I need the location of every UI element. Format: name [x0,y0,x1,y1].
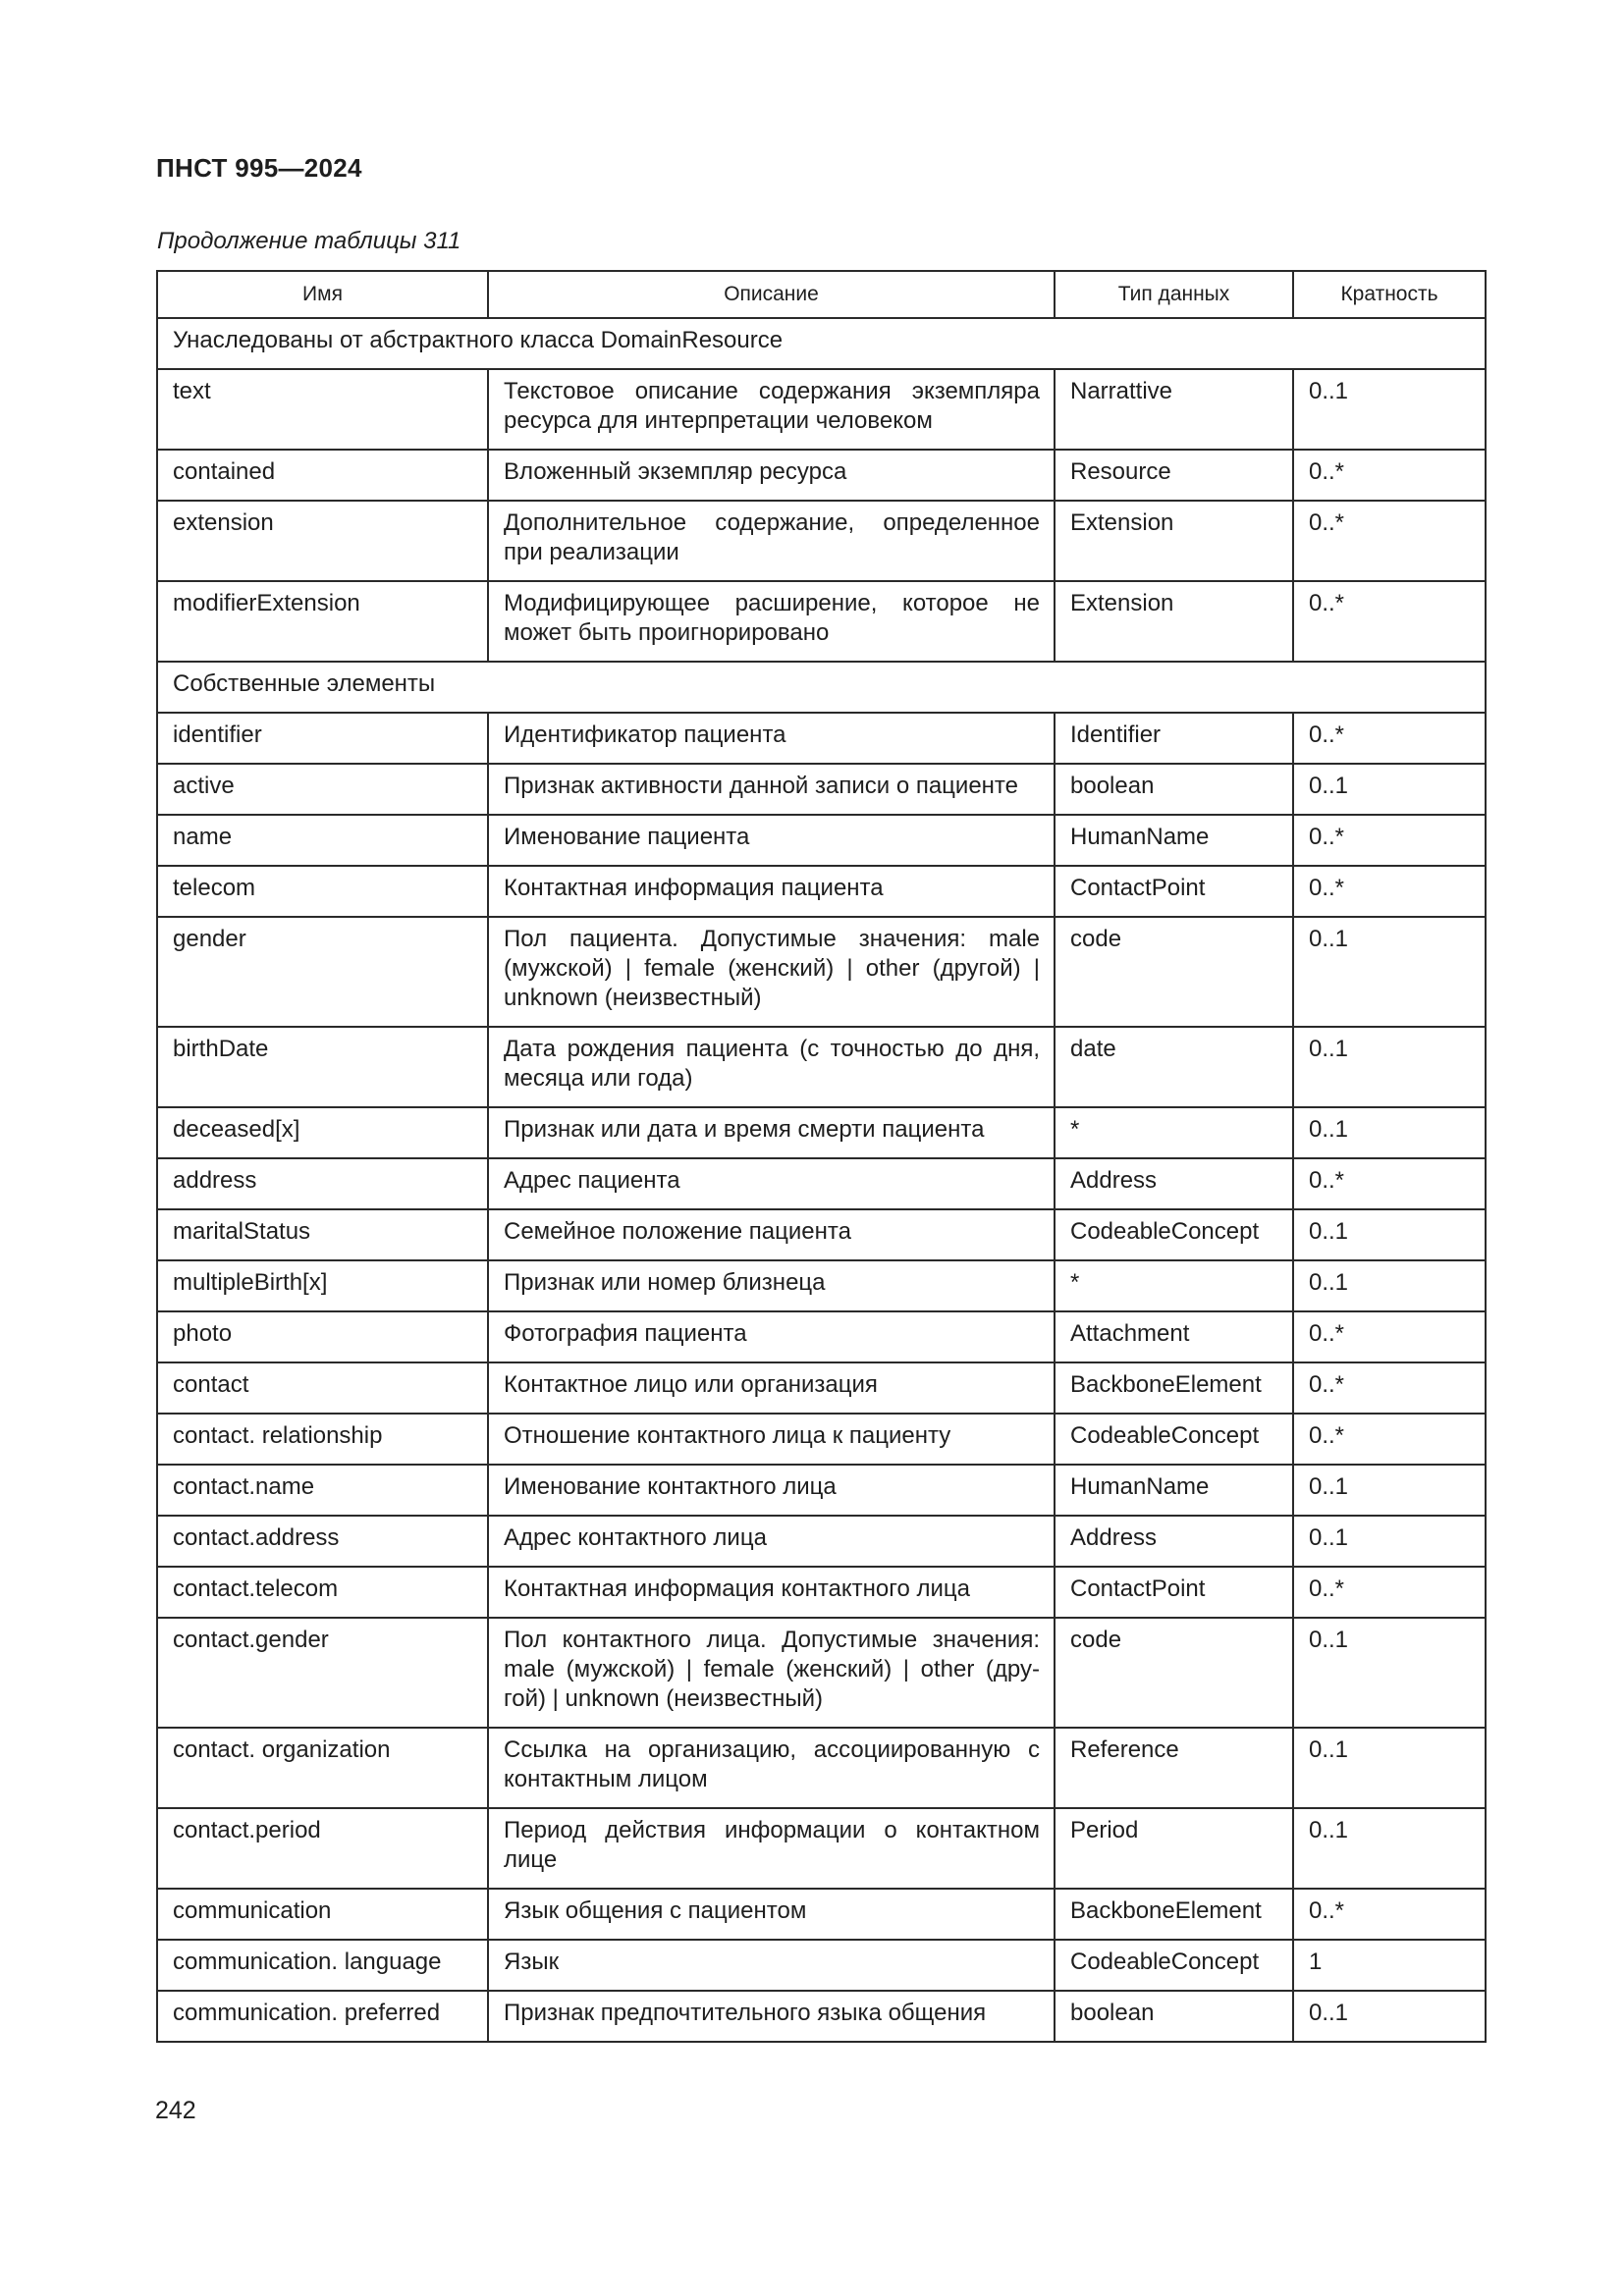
cell-name: active [157,764,488,815]
cell-description: Ссылка на организацию, ассоциированную с контактным лицом [488,1728,1055,1808]
cell-description: Контактная информация контактного лица [488,1567,1055,1618]
cell-description: Дата рождения пациента (с точностью до дня, месяца или года) [488,1027,1055,1107]
cell-cardinality: 0..* [1293,866,1486,917]
cell-type: boolean [1055,1991,1293,2042]
cell-type: boolean [1055,764,1293,815]
table-row [157,1027,1486,1107]
cell-type: Period [1055,1808,1293,1889]
cell-cardinality: 0..* [1293,1567,1486,1618]
table-row [157,1808,1486,1889]
cell-cardinality: 0..* [1293,450,1486,501]
cell-name: communication. language [157,1940,488,1991]
cell-type: Extension [1055,581,1293,662]
cell-description: Адрес пациента [488,1158,1055,1209]
page-number: 242 [155,2097,196,2124]
cell-description: Именование контактного лица [488,1465,1055,1516]
cell-type: Attachment [1055,1311,1293,1362]
cell-cardinality: 0..* [1293,1311,1486,1362]
cell-cardinality: 0..1 [1293,1728,1486,1808]
table-header [157,271,1486,318]
column-header-cardinality: Кратность [1293,271,1486,318]
cell-cardinality: 0..1 [1293,1808,1486,1889]
table-row [157,713,1486,764]
cell-name: modifierExtension [157,581,488,662]
cell-cardinality: 0..1 [1293,1618,1486,1728]
cell-name: communication [157,1889,488,1940]
cell-name: address [157,1158,488,1209]
cell-type: CodeableConcept [1055,1940,1293,1991]
table-row [157,764,1486,815]
cell-cardinality: 0..* [1293,1414,1486,1465]
cell-description: Фотография пациента [488,1311,1055,1362]
cell-name: contained [157,450,488,501]
cell-type: Extension [1055,501,1293,581]
cell-description: Признак активности данной записи о пациенте [488,764,1055,815]
table-row [157,1260,1486,1311]
table-row [157,501,1486,581]
cell-description: Признак или номер близнеца [488,1260,1055,1311]
cell-cardinality: 0..1 [1293,1991,1486,2042]
table-row [157,1311,1486,1362]
cell-cardinality: 0..* [1293,1158,1486,1209]
cell-type: Address [1055,1158,1293,1209]
cell-name: contact.gender [157,1618,488,1728]
cell-name: extension [157,501,488,581]
table-row [157,581,1486,662]
cell-description: Модифицирующее расширение, которое не может быть проигнорировано [488,581,1055,662]
cell-name: contact.name [157,1465,488,1516]
column-header-type: Тип данных [1055,271,1293,318]
cell-cardinality: 0..* [1293,1362,1486,1414]
cell-type: Identifier [1055,713,1293,764]
table-row [157,1362,1486,1414]
cell-description: Текстовое описание содержания экземпляра ресурса для интерпретации человеком [488,369,1055,450]
cell-name: deceased[x] [157,1107,488,1158]
cell-cardinality: 0..1 [1293,1260,1486,1311]
cell-name: contact [157,1362,488,1414]
cell-name: maritalStatus [157,1209,488,1260]
cell-cardinality: 0..* [1293,581,1486,662]
cell-name: telecom [157,866,488,917]
cell-description: Отношение контактного лица к пациенту [488,1414,1055,1465]
table-body [157,318,1486,2042]
cell-type: Reference [1055,1728,1293,1808]
cell-description: Контактная информация пациента [488,866,1055,917]
cell-type: ContactPoint [1055,1567,1293,1618]
column-header-description: Описание [488,271,1055,318]
table-row [157,1516,1486,1567]
cell-description: Именование пациента [488,815,1055,866]
cell-type: date [1055,1027,1293,1107]
cell-type: BackboneElement [1055,1889,1293,1940]
cell-cardinality: 0..1 [1293,917,1486,1027]
table-row [157,1618,1486,1728]
cell-name: multipleBirth[x] [157,1260,488,1311]
cell-name: birthDate [157,1027,488,1107]
cell-description: Пол контактного лица. Допустимые значения: male (мужской) | female (женский) | other (дру-гой) | unknown (неизвестный) [488,1618,1055,1728]
cell-type: Narrattive [1055,369,1293,450]
table-row [157,815,1486,866]
cell-name: name [157,815,488,866]
cell-cardinality: 0..1 [1293,369,1486,450]
cell-type: CodeableConcept [1055,1209,1293,1260]
cell-type: * [1055,1107,1293,1158]
cell-description: Вложенный экземпляр ресурса [488,450,1055,501]
cell-cardinality: 1 [1293,1940,1486,1991]
table-row [157,917,1486,1027]
cell-description: Семейное положение пациента [488,1209,1055,1260]
cell-description: Признак предпочтительного языка общения [488,1991,1055,2042]
section-title: Унаследованы от абстрактного класса DomainResource [157,318,1486,369]
cell-cardinality: 0..* [1293,815,1486,866]
table-row [157,369,1486,450]
cell-cardinality: 0..1 [1293,1027,1486,1107]
table-row [157,1728,1486,1808]
cell-name: identifier [157,713,488,764]
cell-type: BackboneElement [1055,1362,1293,1414]
cell-cardinality: 0..1 [1293,1465,1486,1516]
table-caption: Продолжение таблицы 311 [157,228,461,254]
cell-name: contact. organization [157,1728,488,1808]
cell-description: Период действия информации о контактном лице [488,1808,1055,1889]
cell-type: Address [1055,1516,1293,1567]
spec-table [156,270,1487,2043]
table-row [157,1465,1486,1516]
cell-description: Язык общения с пациентом [488,1889,1055,1940]
cell-type: ContactPoint [1055,866,1293,917]
cell-cardinality: 0..* [1293,501,1486,581]
section-title: Собственные элементы [157,662,1486,713]
cell-type: * [1055,1260,1293,1311]
cell-type: CodeableConcept [1055,1414,1293,1465]
cell-description: Идентификатор пациента [488,713,1055,764]
table-row [157,866,1486,917]
standard-id: ПНСТ 995—2024 [156,153,362,183]
cell-description: Признак или дата и время смерти пациента [488,1107,1055,1158]
cell-description: Контактное лицо или организация [488,1362,1055,1414]
cell-cardinality: 0..1 [1293,764,1486,815]
cell-description: Дополнительное содержание, определенное при реализации [488,501,1055,581]
cell-type: code [1055,917,1293,1027]
cell-name: communication. preferred [157,1991,488,2042]
cell-name: contact.address [157,1516,488,1567]
cell-cardinality: 0..1 [1293,1516,1486,1567]
cell-name: contact.period [157,1808,488,1889]
table-row [157,1991,1486,2042]
cell-cardinality: 0..1 [1293,1209,1486,1260]
table-row [157,1567,1486,1618]
cell-cardinality: 0..* [1293,1889,1486,1940]
cell-name: contact. relationship [157,1414,488,1465]
table-row [157,450,1486,501]
cell-name: contact.telecom [157,1567,488,1618]
section-row [157,318,1486,369]
cell-type: HumanName [1055,815,1293,866]
cell-description: Адрес контактного лица [488,1516,1055,1567]
cell-cardinality: 0..1 [1293,1107,1486,1158]
table-row [157,1889,1486,1940]
section-row [157,662,1486,713]
table-row [157,1414,1486,1465]
cell-type: Resource [1055,450,1293,501]
cell-name: text [157,369,488,450]
header-row [157,271,1486,318]
column-header-name: Имя [157,271,488,318]
table-row [157,1107,1486,1158]
table-row [157,1158,1486,1209]
cell-type: HumanName [1055,1465,1293,1516]
cell-type: code [1055,1618,1293,1728]
cell-description: Пол пациента. Допустимые значения: male (мужской) | female (женский) | other (другой) | unknown (неизвестный) [488,917,1055,1027]
cell-description: Язык [488,1940,1055,1991]
cell-name: photo [157,1311,488,1362]
table-row [157,1209,1486,1260]
cell-cardinality: 0..* [1293,713,1486,764]
table-row [157,1940,1486,1991]
cell-name: gender [157,917,488,1027]
